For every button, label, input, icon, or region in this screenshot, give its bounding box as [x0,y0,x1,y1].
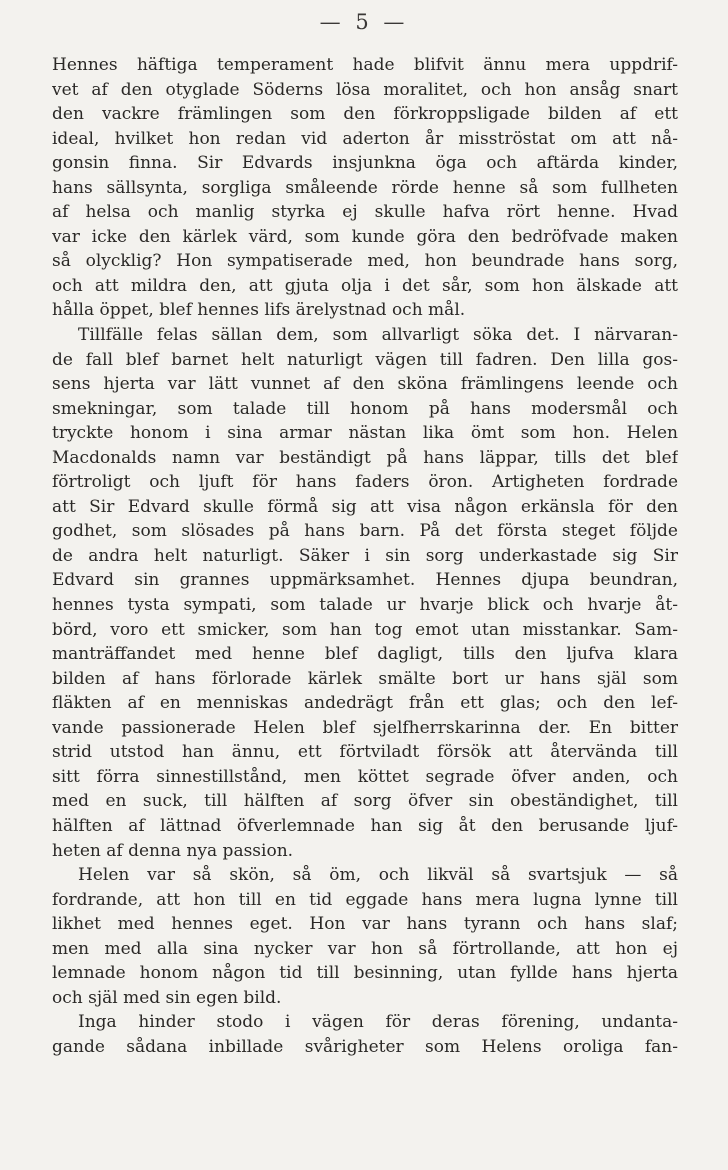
text-line: tryckte honom i sina armar nästan lika ömt som hon. Helen [52,423,678,444]
text-line: sitt förra sinnestillstånd, men köttet segrade öfver anden, och [52,766,678,787]
text-line: förtroligt och ljuft för hans faders öron. Artigheten fordrade [52,472,678,493]
text-line: de andra helt naturligt. Säker i sin sorg underkastade sig Sir [52,545,678,566]
text-line: hälften af lättnad öfverlemnade han sig åt den berusande ljuf- [52,815,678,836]
text-line: ideal, hvilket hon redan vid aderton år misströstat om att nå- [52,128,678,149]
text-line: Tillfälle felas sällan dem, som allvarligt söka det. I närvaran- [78,325,678,346]
text-line: likhet med hennes eget. Hon var hans tyrann och hans slaf; [52,914,678,935]
text-line: manträffandet med henne blef dagligt, tills den ljufva klara [52,644,678,665]
text-line: börd, voro ett smicker, som han tog emot utan misstankar. Sam- [52,619,678,640]
text-line: Inga hinder stodo i vägen för deras förening, undanta- [78,1012,678,1033]
text-line: och själ med sin egen bild. [52,987,282,1008]
text-line: de fall blef barnet helt naturligt vägen till fadren. Den lilla gos- [52,349,678,370]
text-line: med en suck, till hälften af sorg öfver sin obeständighet, till [52,791,678,812]
text-line: och att mildra den, att gjuta olja i det sår, som hon älskade att [52,275,678,296]
page-number: — 5 — [319,10,409,34]
text-line: bilden af hans förlorade kärlek smälte bort ur hans själ som [52,668,678,689]
text-line: Edvard sin grannes uppmärksamhet. Hennes djupa beundran, [52,570,678,591]
text-line: lemnade honom någon tid till besinning, utan fyllde hans hjerta [52,963,678,984]
text-line: heten af denna nya passion. [52,840,294,861]
text-line: sens hjerta var lätt vunnet af den sköna främlingens leende och [52,374,678,395]
text-line: vet af den otyglade Söderns lösa moralitet, och hon ansåg snart [52,79,678,100]
text-line: så olycklig? Hon sympatiserade med, hon beundrade hans sorg, [52,251,678,272]
text-line: var icke den kärlek värd, som kunde göra den bedröfvade maken [52,226,678,247]
text-line: Helen var så skön, så öm, och likväl så svartsjuk — så [78,865,678,886]
text-line: gande sådana inbillade svårigheter som Helens oroliga fan- [52,1036,678,1057]
text-line: godhet, som slösades på hans barn. På det första steget följde [52,521,678,542]
text-line: af helsa och manlig styrka ej skulle hafva rört henne. Hvad [52,202,678,223]
text-line: gonsin finna. Sir Edvards insjunkna öga och aftärda kinder, [52,153,678,174]
text-line: hans sällsynta, sorgliga småleende rörde henne så som fullheten [52,177,678,198]
text-line: fläkten af en menniskas andedrägt från ett glas; och den lef- [52,693,678,714]
text-line: den vackre främlingen som den förkroppsligade bilden af ett [52,104,678,125]
text-line: men med alla sina nycker var hon så förtrollande, att hon ej [52,938,678,959]
page-text [52,53,678,1059]
text-line: vande passionerade Helen blef sjelfherrskarinna der. En bitter [52,717,678,738]
text-line: att Sir Edvard skulle förmå sig att visa någon erkänsla för den [52,496,678,517]
text-line: smekningar, som talade till honom på hans modersmål och [52,398,678,419]
text-line: hennes tysta sympati, som talade ur hvarje blick och hvarje åt- [52,595,678,616]
text-line: Macdonalds namn var beständigt på hans läppar, tills det blef [52,447,678,468]
text-line: strid utstod han ännu, ett förtviladt försök att återvända till [52,742,678,763]
text-line: fordrande, att hon till en tid eggade hans mera lugna lynne till [52,889,678,910]
text-line: Hennes häftiga temperament hade blifvit ännu mera uppdrif- [52,55,678,75]
text-line: hålla öppet, blef hennes lifs ärelystnad och mål. [52,300,466,321]
